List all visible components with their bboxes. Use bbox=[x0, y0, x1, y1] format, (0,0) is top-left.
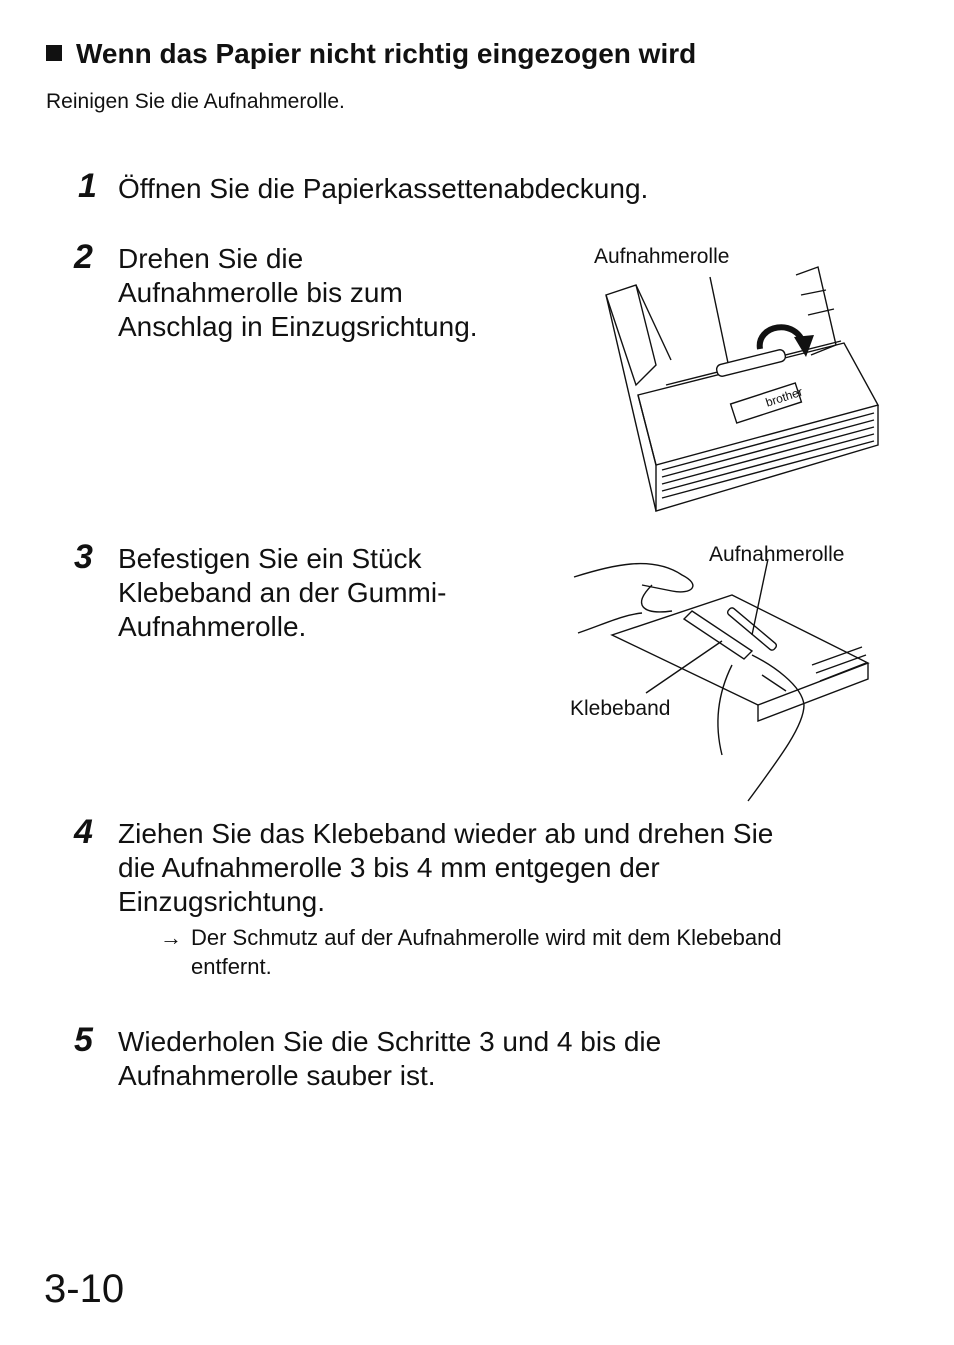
fig1-roller-label: Aufnahmerolle bbox=[594, 245, 730, 268]
section-heading bbox=[46, 38, 696, 70]
step-2-line: Drehen Sie die bbox=[118, 243, 304, 274]
step-number-1: 1 bbox=[78, 167, 97, 205]
step-4-line: die Aufnahmerolle 3 bis 4 mm entgegen der bbox=[118, 852, 660, 883]
section-heading-text: Wenn das Papier nicht richtig eingezogen wird bbox=[76, 38, 697, 69]
printer-roller-illustration bbox=[596, 265, 896, 515]
step-1-line: Öffnen Sie die Papierkassettenabdeckung. bbox=[118, 173, 649, 204]
step-4-note bbox=[191, 923, 782, 981]
step-number-4: 4 bbox=[74, 813, 93, 851]
step-4-line: Ziehen Sie das Klebeband wieder ab und drehen Sie bbox=[118, 818, 774, 849]
note-line: Der Schmutz auf der Aufnahmerolle wird mit dem Klebeband bbox=[191, 925, 782, 950]
brand-logo-text: brother bbox=[763, 384, 805, 410]
result-arrow-icon: → bbox=[160, 925, 182, 950]
tape-roller-illustration bbox=[572, 555, 872, 805]
page-number: 3-10 bbox=[44, 1267, 125, 1311]
step-text-2 bbox=[118, 242, 478, 344]
step-5-line: Wiederholen Sie die Schritte 3 und 4 bis die bbox=[118, 1026, 662, 1057]
fig2-tape-label: Klebeband bbox=[570, 697, 671, 720]
step-2-line: Anschlag in Einzugsrichtung. bbox=[118, 311, 478, 342]
step-text-4 bbox=[118, 817, 773, 919]
step-text-1 bbox=[118, 172, 648, 206]
step-number-2: 2 bbox=[74, 238, 93, 276]
step-number-3: 3 bbox=[74, 538, 93, 576]
step-3-line: Klebeband an der Gummi- bbox=[118, 577, 447, 608]
step-text-5 bbox=[118, 1025, 661, 1093]
intro-text: Reinigen Sie die Aufnahmerolle. bbox=[46, 90, 345, 113]
note-line: entfernt. bbox=[191, 954, 272, 979]
step-5-line: Aufnahmerolle sauber ist. bbox=[118, 1060, 436, 1091]
step-2-line: Aufnahmerolle bis zum bbox=[118, 277, 403, 308]
step-4-line: Einzugsrichtung. bbox=[118, 886, 326, 917]
fig2-roller-label: Aufnahmerolle bbox=[709, 543, 845, 566]
step-text-3 bbox=[118, 542, 446, 644]
step-3-line: Befestigen Sie ein Stück bbox=[118, 543, 422, 574]
step-number-5: 5 bbox=[74, 1021, 93, 1059]
step-3-line: Aufnahmerolle. bbox=[118, 611, 307, 642]
square-bullet-icon bbox=[46, 45, 62, 61]
